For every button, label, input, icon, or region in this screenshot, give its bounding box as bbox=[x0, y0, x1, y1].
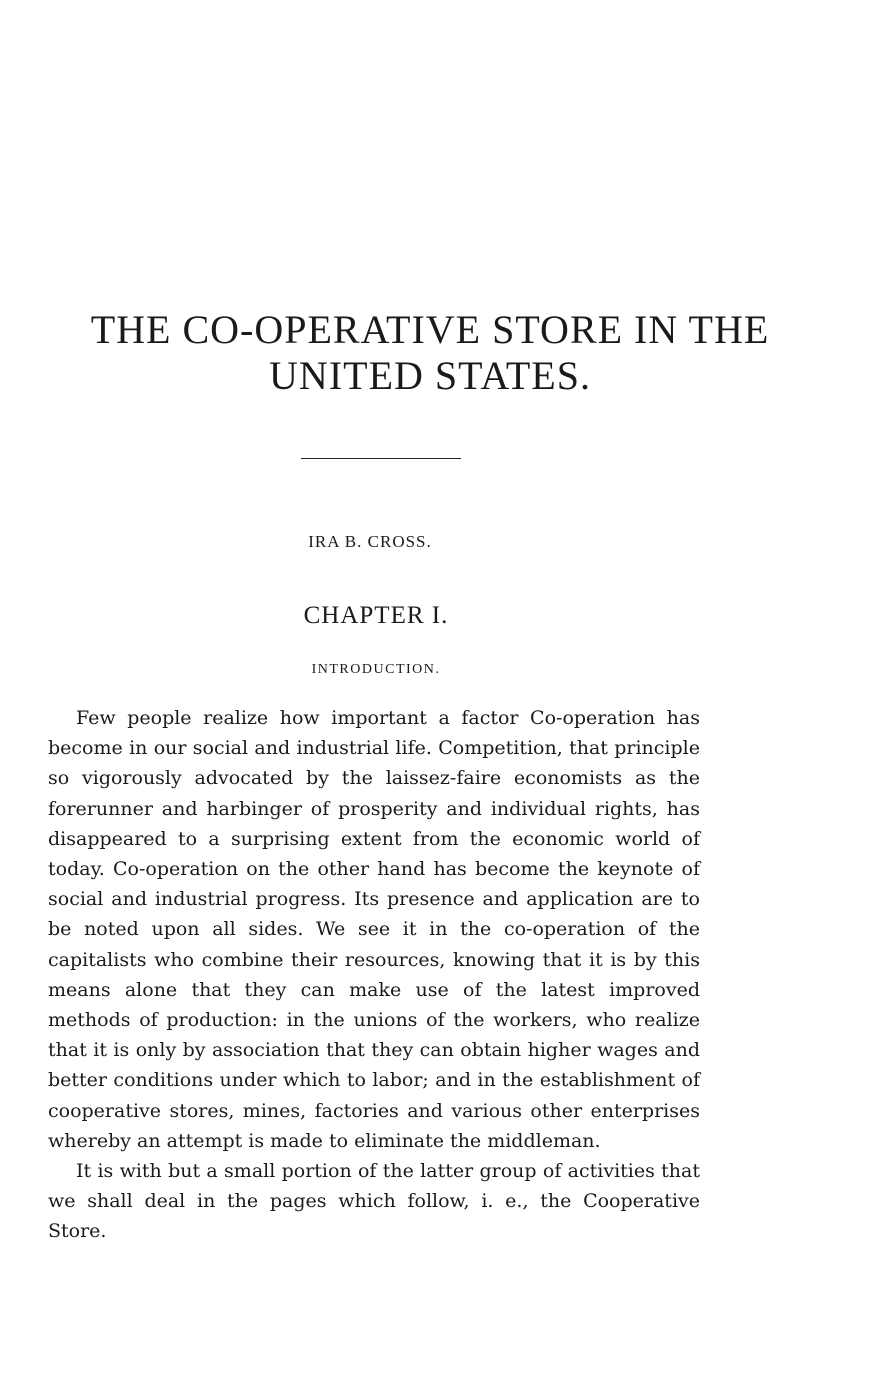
chapter-heading: CHAPTER I. bbox=[303, 602, 449, 629]
title-divider-rule bbox=[301, 458, 461, 459]
section-heading: INTRODUCTION. bbox=[311, 662, 441, 677]
author-name: IRA B. CROSS. bbox=[308, 532, 432, 551]
title-line-1: THE CO-OPERATIVE STORE IN THE bbox=[90, 307, 770, 352]
title-line-2: UNITED STATES. bbox=[269, 353, 591, 398]
paragraph-2: It is with but a small portion of the latter group of activities that we shall deal in the pages which follow, i. e., the Cooperative Store. bbox=[48, 1160, 700, 1243]
body-text bbox=[48, 703, 700, 1247]
paragraph-1: Few people realize how important a factor Co-operation has become in our social and industrial life. Competition, that principle so vigorously advocated by the laissez-faire economists as the forerunner and harbinger of prosperity and individual rights, has disappeared to a surprising extent from the economic world of today. Co-operation on the other hand has become the keynote of social and industrial progress. Its presence and application are to be noted upon all sides. We see it in the co-operation of the capitalists who combine their resources, knowing that it is by this means alone that they can make use of the latest improved methods of production: in the unions of the workers, who realize that it is only by association that they can obtain higher wages and better conditions under which to labor; and in the establishment of cooperative stores, mines, factories and various other enterprises whereby an attempt is made to eliminate the middleman. bbox=[48, 707, 700, 1152]
